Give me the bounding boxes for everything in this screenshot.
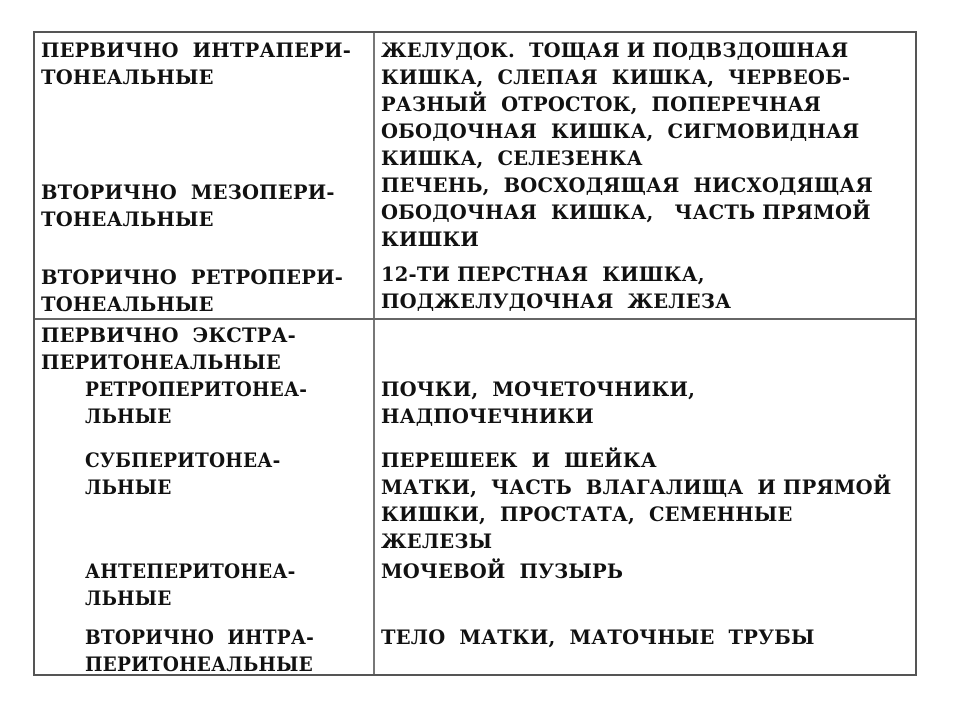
right-cell-secondary-intraperitoneal: ТЕЛО МАТКИ, МАТОЧНЫЕ ТРУБЫ [381, 626, 815, 649]
column-divider [373, 33, 375, 674]
right-cell-anteperitoneal: МОЧЕВОЙ ПУЗЫРЬ [381, 560, 624, 583]
left-cell-secondary-mesoperitoneal: ВТОРИЧНО МЕЗОПЕРИ- ТОНЕАЛЬНЫЕ [41, 181, 335, 231]
left-cell-anteperitoneal: АНТЕПЕРИТОНЕА- ЛЬНЫЕ [85, 560, 296, 610]
section-divider [35, 318, 915, 320]
right-cell-secondary-mesoperitoneal: ПЕЧЕНЬ, ВОСХОДЯЩАЯ НИСХОДЯЩАЯ ОБОДОЧНАЯ КИШКА, ЧАСТЬ ПРЯМОЙ КИШКИ [381, 174, 873, 251]
organs-table [33, 31, 917, 676]
left-cell-subperitoneal: СУБПЕРИТОНЕА- ЛЬНЫЕ [85, 449, 281, 499]
right-cell-primary-intraperitoneal: ЖЕЛУДОК. ТОЩАЯ И ПОДВЗДОШНАЯ КИШКА, СЛЕПАЯ КИШКА, ЧЕРВЕОБ- РАЗНЫЙ ОТРОСТОК, ПОПЕРЕЧНАЯ ОБОДОЧНАЯ КИШКА, СИГМОВИДНАЯ КИШКА, СЕЛЕЗЕНКА [381, 39, 860, 170]
left-cell-secondary-retroperitoneal: ВТОРИЧНО РЕТРОПЕРИ- ТОНЕАЛЬНЫЕ [41, 266, 344, 316]
left-cell-primary-extraperitoneal: ПЕРВИЧНО ЭКСТРА- ПЕРИТОНЕАЛЬНЫЕ [41, 324, 296, 374]
left-cell-retroperitoneal: РЕТРОПЕРИТОНЕА- ЛЬНЫЕ [85, 378, 308, 428]
right-cell-secondary-retroperitoneal: 12-ТИ ПЕРСТНАЯ КИШКА, ПОДЖЕЛУДОЧНАЯ ЖЕЛЕЗА [381, 263, 732, 313]
right-cell-retroperitoneal: ПОЧКИ, МОЧЕТОЧНИКИ, НАДПОЧЕЧНИКИ [381, 378, 696, 428]
right-cell-subperitoneal: ПЕРЕШЕЕК И ШЕЙКА МАТКИ, ЧАСТЬ ВЛАГАЛИЩА И ПРЯМОЙ КИШКИ, ПРОСТАТА, СЕМЕННЫЕ ЖЕЛЕЗЫ [381, 449, 892, 553]
left-cell-primary-intraperitoneal: ПЕРВИЧНО ИНТРАПЕРИ- ТОНЕАЛЬНЫЕ [41, 39, 352, 89]
left-cell-secondary-intraperitoneal: ВТОРИЧНО ИНТРА- ПЕРИТОНЕАЛЬНЫЕ [85, 626, 315, 676]
